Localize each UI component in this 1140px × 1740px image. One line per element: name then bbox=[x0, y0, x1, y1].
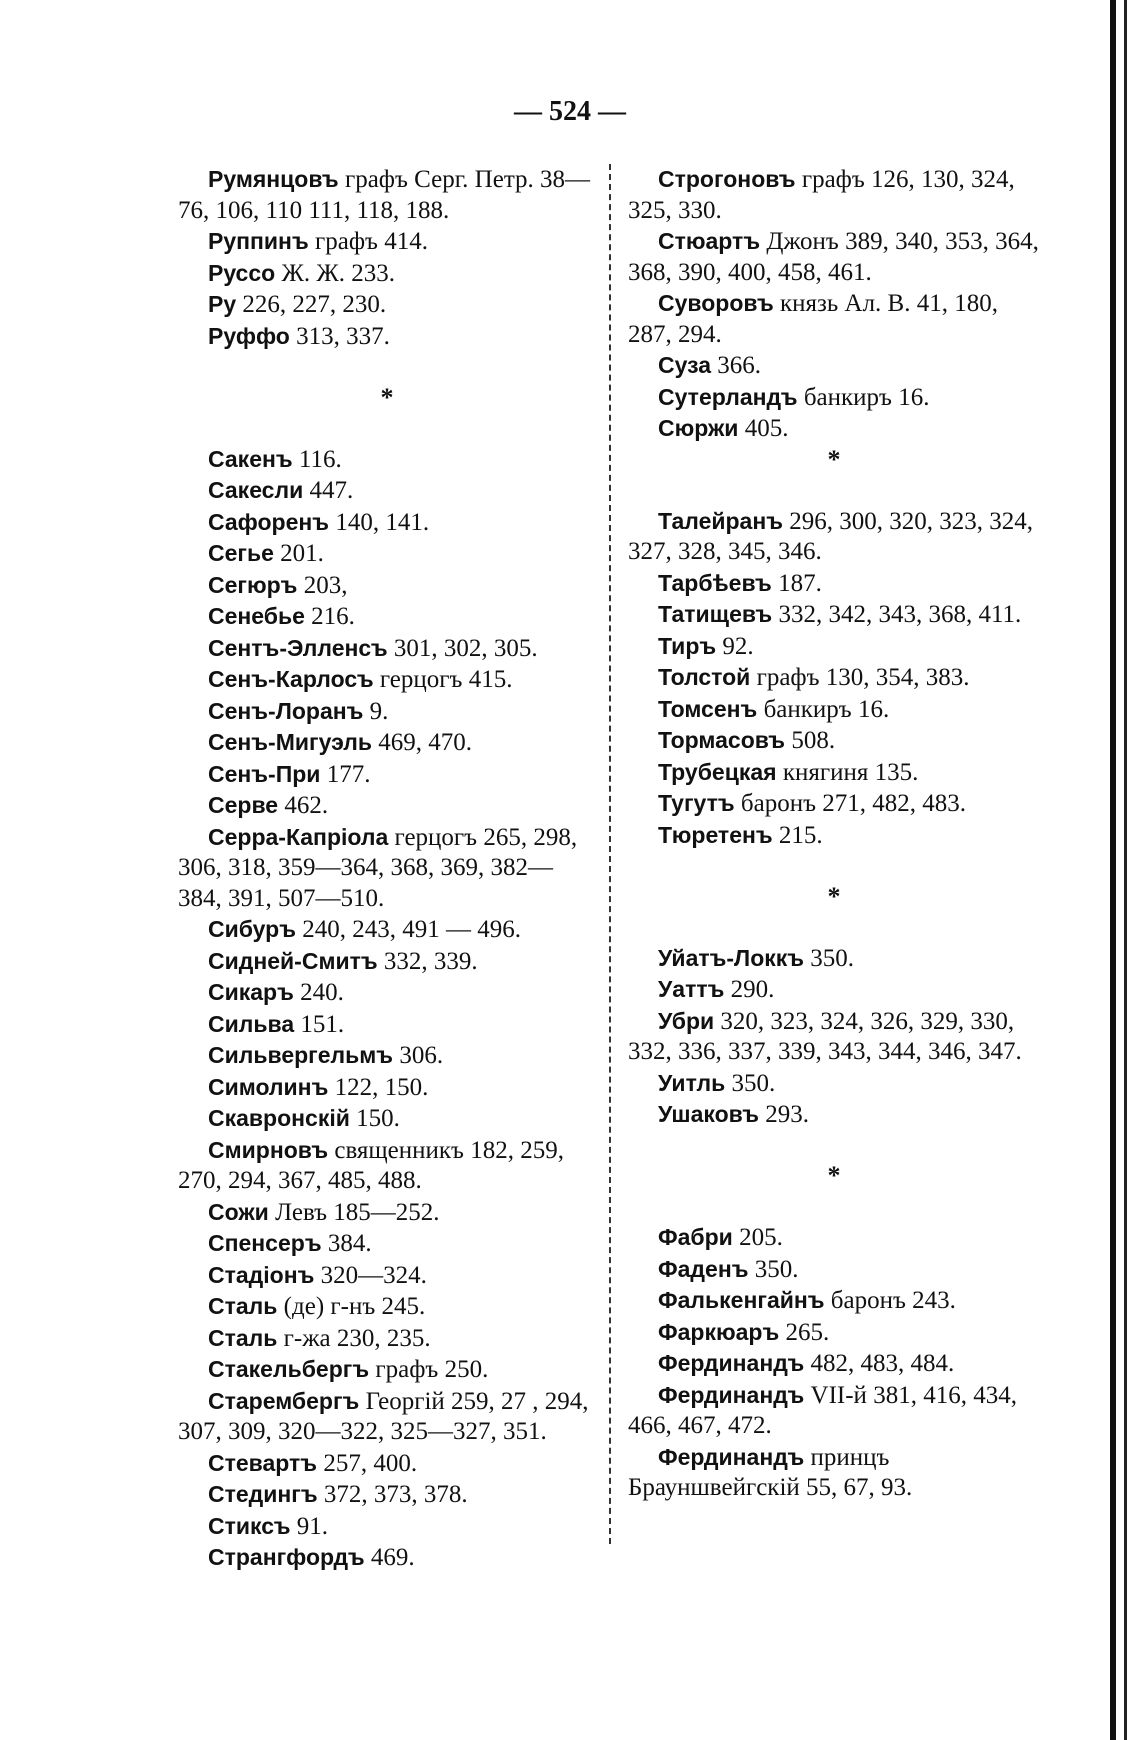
entry-name: Сожи bbox=[208, 1198, 269, 1225]
index-entry bbox=[178, 1354, 596, 1386]
entry-name: Сталь bbox=[208, 1324, 278, 1351]
section-gap bbox=[628, 1192, 1040, 1223]
entry-page-refs: 482, 483, 484. bbox=[804, 1350, 955, 1377]
entry-page-refs: 91. bbox=[290, 1512, 328, 1540]
index-entry bbox=[628, 413, 1040, 445]
index-entry bbox=[628, 1380, 1040, 1442]
entry-name: Спенсеръ bbox=[208, 1230, 322, 1256]
entry-name: Смирновъ bbox=[208, 1136, 329, 1163]
index-column-left bbox=[178, 164, 596, 1574]
entry-page-refs: герцогъ 265, 298, 306, 318, 359—364, 368, 369, 382—384, 391, 507—510. bbox=[178, 823, 578, 912]
index-entry bbox=[178, 258, 596, 290]
index-entry bbox=[178, 946, 596, 978]
index-entry bbox=[178, 1009, 596, 1041]
index-entry bbox=[628, 757, 1040, 789]
entry-name: Трубецкая bbox=[658, 758, 777, 785]
entry-page-refs: 201. bbox=[273, 540, 324, 567]
entry-page-refs: 240. bbox=[293, 979, 344, 1006]
index-entry bbox=[628, 1254, 1040, 1286]
entry-name: Руффо bbox=[208, 322, 290, 349]
entry-page-refs: 226, 227, 230. bbox=[236, 291, 387, 318]
entry-name: Сутерландъ bbox=[658, 383, 798, 410]
index-entry bbox=[178, 914, 596, 946]
section-separator: * bbox=[380, 382, 394, 412]
entry-name: Сенъ-Карлосъ bbox=[208, 666, 374, 692]
entry-name: Стюартъ bbox=[658, 228, 761, 254]
index-entry bbox=[178, 1072, 596, 1104]
entry-name: Татищевъ bbox=[658, 601, 773, 627]
entry-name: Стакельбергъ bbox=[208, 1356, 370, 1382]
entry-page-refs: банкиръ 16. bbox=[797, 383, 930, 411]
entry-page-refs: 296, 300, 320, 323, 324, 327, 328, 345, 346. bbox=[628, 507, 1034, 565]
entry-page-refs: графъ 414. bbox=[308, 228, 428, 255]
index-entry bbox=[178, 1197, 596, 1229]
entry-name: Убри bbox=[658, 1007, 715, 1034]
index-entry bbox=[178, 727, 596, 759]
entry-name: Сегье bbox=[208, 540, 274, 566]
entry-name: Сенъ-Мигуэль bbox=[208, 729, 372, 755]
index-entry bbox=[178, 1511, 596, 1543]
index-entry bbox=[628, 1442, 1040, 1504]
index-entry bbox=[628, 974, 1040, 1006]
index-entry bbox=[178, 1040, 596, 1072]
entry-page-refs: княгиня 135. bbox=[776, 758, 919, 786]
page-edge-line bbox=[1110, 0, 1116, 1740]
entry-page-refs: 240, 243, 491 — 496. bbox=[295, 916, 521, 943]
index-entry bbox=[178, 1542, 596, 1574]
entry-name: Фалькенгайнъ bbox=[658, 1287, 825, 1313]
section-gap bbox=[628, 912, 1040, 943]
index-entry bbox=[178, 1228, 596, 1260]
index-entry bbox=[178, 1291, 596, 1323]
index-entry bbox=[178, 696, 596, 728]
entry-page-refs: принцъ Брауншвейгскій 55, 67, 93. bbox=[628, 1443, 913, 1501]
entry-name: Стадіонъ bbox=[208, 1261, 315, 1288]
index-entry bbox=[178, 164, 596, 226]
entry-page-refs: 177. bbox=[320, 760, 371, 788]
entry-name: Фаркюаръ bbox=[658, 1318, 780, 1345]
section-gap bbox=[628, 475, 1040, 506]
entry-page-refs: 215. bbox=[772, 821, 823, 849]
entry-page-refs: 216. bbox=[304, 603, 355, 630]
entry-page-refs: графъ 126, 130, 324, 325, 330. bbox=[628, 166, 1015, 224]
entry-name: Симолинъ bbox=[208, 1073, 329, 1100]
entry-page-refs: 140, 141. bbox=[329, 508, 430, 536]
index-entry bbox=[628, 694, 1040, 726]
entry-name: Тарбѣевъ bbox=[658, 569, 772, 596]
index-entry bbox=[628, 382, 1040, 414]
index-entry bbox=[178, 977, 596, 1009]
index-entry bbox=[628, 1317, 1040, 1349]
entry-name: Сакесли bbox=[208, 477, 304, 503]
entry-page-refs: 462. bbox=[278, 792, 329, 819]
entry-page-refs: священникъ 182, 259, 270, 294, 367, 485, 488. bbox=[178, 1136, 564, 1194]
entry-name: Уаттъ bbox=[658, 976, 725, 1002]
entry-page-refs: 469, 470. bbox=[371, 729, 472, 756]
section-gap bbox=[178, 413, 596, 444]
entry-name: Сенъ-Лоранъ bbox=[208, 697, 364, 724]
entry-page-refs: 313, 337. bbox=[289, 322, 390, 350]
entry-name: Толстой bbox=[658, 664, 751, 690]
section-gap bbox=[178, 352, 596, 383]
index-entry bbox=[628, 820, 1040, 852]
entry-name: Серра-Капріола bbox=[208, 823, 389, 850]
index-entry bbox=[178, 1479, 596, 1511]
entry-page-refs: Георгій 259, 27 , 294, 307, 309, 320—322, 325—327, 351. bbox=[178, 1387, 589, 1445]
entry-page-refs: герцогъ 415. bbox=[373, 666, 513, 693]
index-entry bbox=[628, 1099, 1040, 1131]
entry-name: Сюржи bbox=[658, 415, 739, 441]
index-entry bbox=[178, 759, 596, 791]
entry-page-refs: баронъ 243. bbox=[824, 1287, 956, 1314]
entry-page-refs: графъ 130, 354, 383. bbox=[750, 664, 970, 691]
entry-page-refs: 293. bbox=[758, 1101, 809, 1128]
index-entry bbox=[178, 507, 596, 539]
entry-page-refs: 92. bbox=[716, 632, 754, 660]
entry-name: Сегюръ bbox=[208, 571, 298, 598]
section-gap bbox=[628, 1131, 1040, 1162]
entry-page-refs: 366. bbox=[711, 352, 762, 379]
index-entry bbox=[178, 226, 596, 258]
entry-name: Ру bbox=[208, 291, 237, 317]
index-entry bbox=[628, 631, 1040, 663]
index-entry bbox=[178, 538, 596, 570]
entry-name: Стедингъ bbox=[208, 1481, 318, 1507]
entry-page-refs: 405. bbox=[738, 415, 789, 442]
entry-page-refs: 332, 342, 343, 368, 411. bbox=[772, 601, 1022, 628]
entry-name: Стевартъ bbox=[208, 1449, 318, 1476]
index-entry bbox=[178, 570, 596, 602]
entry-name: Сентъ-Элленсъ bbox=[208, 634, 388, 661]
entry-name: Сакенъ bbox=[208, 445, 293, 472]
entry-page-refs: 469. bbox=[364, 1544, 415, 1571]
entry-page-refs: 116. bbox=[292, 445, 342, 473]
entry-name: Сикаръ bbox=[208, 979, 294, 1005]
section-separator: * bbox=[827, 444, 841, 474]
index-entry bbox=[628, 350, 1040, 382]
entry-page-refs: 384. bbox=[321, 1230, 372, 1257]
entry-page-refs: 122, 150. bbox=[328, 1073, 429, 1101]
entry-page-refs: 320, 323, 324, 326, 329, 330, 332, 336, 337, 339, 343, 344, 346, 347. bbox=[628, 1007, 1022, 1065]
entry-page-refs: 203, bbox=[297, 571, 348, 599]
entry-page-refs: Джонъ 389, 340, 353, 364, 368, 390, 400, 458, 461. bbox=[628, 228, 1039, 286]
entry-page-refs: князь Ал. В. 41, 180, 287, 294. bbox=[628, 290, 998, 348]
entry-page-refs: г-жа 230, 235. bbox=[277, 1324, 431, 1352]
page-edge-line-inner bbox=[1124, 0, 1127, 1740]
entry-name: Ушаковъ bbox=[658, 1101, 759, 1127]
index-entry bbox=[628, 164, 1040, 226]
index-entry bbox=[178, 1323, 596, 1355]
index-entry bbox=[628, 506, 1040, 568]
entry-name: Сибуръ bbox=[208, 916, 296, 942]
index-entry bbox=[628, 226, 1040, 288]
entry-page-refs: графъ Серг. Петр. 38—76, 106, 110 111, 118, 188. bbox=[178, 166, 591, 224]
index-entry bbox=[178, 475, 596, 507]
index-entry bbox=[628, 1006, 1040, 1068]
entry-page-refs: 508. bbox=[785, 727, 836, 754]
entry-name: Руссо bbox=[208, 259, 276, 286]
entry-name: Странгфордъ bbox=[208, 1544, 365, 1570]
entry-page-refs: Ж. Ж. 233. bbox=[275, 259, 396, 287]
entry-name: Уитль bbox=[658, 1069, 726, 1096]
entry-page-refs: 151. bbox=[294, 1010, 345, 1038]
entry-name: Фаденъ bbox=[658, 1255, 749, 1282]
index-entry bbox=[178, 1135, 596, 1197]
entry-name: Тиръ bbox=[658, 632, 717, 659]
entry-name: Талейранъ bbox=[658, 507, 784, 534]
section-separator: * bbox=[827, 881, 841, 911]
entry-page-refs: 320—324. bbox=[314, 1261, 427, 1289]
index-entry bbox=[178, 601, 596, 633]
entry-name: Фердинандъ bbox=[658, 1443, 805, 1470]
index-entry bbox=[178, 790, 596, 822]
entry-page-refs: 187. bbox=[771, 569, 822, 597]
entry-name: Сталь bbox=[208, 1293, 278, 1319]
entry-name: Уйатъ-Локкъ bbox=[658, 944, 805, 971]
index-entry bbox=[628, 599, 1040, 631]
index-entry bbox=[178, 633, 596, 665]
index-entry bbox=[628, 1348, 1040, 1380]
entry-name: Серве bbox=[208, 792, 279, 818]
index-entry bbox=[628, 725, 1040, 757]
entry-name: Сильва bbox=[208, 1010, 295, 1037]
entry-page-refs: 447. bbox=[303, 477, 354, 504]
entry-name: Сидней-Смитъ bbox=[208, 947, 378, 974]
entry-page-refs: 265. bbox=[779, 1318, 830, 1346]
index-entry bbox=[178, 321, 596, 353]
section-gap bbox=[628, 851, 1040, 882]
entry-page-refs: 301, 302, 305. bbox=[387, 634, 538, 662]
entry-page-refs: баронъ 271, 482, 483. bbox=[734, 790, 967, 817]
entry-page-refs: (де) г-нъ 245. bbox=[277, 1293, 426, 1320]
entry-page-refs: Левъ 185—252. bbox=[268, 1198, 440, 1226]
entry-name: Сафоренъ bbox=[208, 508, 330, 535]
entry-page-refs: 332, 339. bbox=[377, 947, 478, 975]
index-entry bbox=[178, 289, 596, 321]
entry-page-refs: 350. bbox=[804, 944, 855, 972]
entry-name: Фердинандъ bbox=[658, 1381, 805, 1408]
entry-page-refs: 290. bbox=[724, 976, 775, 1003]
column-divider bbox=[609, 164, 611, 1544]
entry-name: Сенебье bbox=[208, 603, 305, 629]
index-entry bbox=[178, 664, 596, 696]
entry-name: Скавронскій bbox=[208, 1105, 350, 1131]
entry-page-refs: банкиръ 16. bbox=[757, 695, 890, 723]
index-entry bbox=[628, 1222, 1040, 1254]
entry-name: Томсенъ bbox=[658, 695, 758, 722]
index-entry bbox=[628, 943, 1040, 975]
index-entry bbox=[628, 288, 1040, 350]
entry-name: Руппинъ bbox=[208, 228, 309, 254]
entry-name: Сенъ-При bbox=[208, 760, 321, 787]
index-entry bbox=[628, 1285, 1040, 1317]
entry-name: Румянцовъ bbox=[208, 166, 339, 192]
entry-name: Сильвергельмъ bbox=[208, 1042, 394, 1068]
entry-page-refs: 372, 373, 378. bbox=[317, 1481, 468, 1508]
entry-name: Фабри bbox=[658, 1224, 733, 1250]
index-entry bbox=[178, 444, 596, 476]
index-entry bbox=[628, 568, 1040, 600]
index-entry bbox=[628, 788, 1040, 820]
entry-name: Фердинандъ bbox=[658, 1350, 805, 1376]
entry-page-refs: 350. bbox=[725, 1069, 776, 1097]
page-number: — 524 — bbox=[514, 96, 626, 127]
index-entry bbox=[178, 822, 596, 915]
entry-page-refs: 257, 400. bbox=[317, 1449, 418, 1477]
index-entry bbox=[178, 1386, 596, 1448]
entry-name: Стиксъ bbox=[208, 1512, 291, 1539]
entry-name: Суза bbox=[658, 352, 712, 378]
entry-name: Строгоновъ bbox=[658, 166, 796, 192]
index-entry bbox=[178, 1260, 596, 1292]
entry-page-refs: 306. bbox=[393, 1042, 444, 1069]
index-entry bbox=[178, 1448, 596, 1480]
entry-page-refs: графъ 250. bbox=[369, 1356, 489, 1383]
index-column-right bbox=[628, 164, 1040, 1504]
index-entry bbox=[178, 1103, 596, 1135]
entry-page-refs: VII-й 381, 416, 434, 466, 467, 472. bbox=[628, 1381, 1017, 1439]
section-separator: * bbox=[827, 1161, 841, 1190]
entry-name: Тормасовъ bbox=[658, 727, 786, 753]
index-entry bbox=[628, 1068, 1040, 1100]
entry-name: Суворовъ bbox=[658, 290, 774, 316]
entry-name: Тюретенъ bbox=[658, 821, 773, 848]
entry-page-refs: 205. bbox=[732, 1224, 783, 1251]
entry-name: Тугутъ bbox=[658, 790, 735, 816]
entry-page-refs: 9. bbox=[363, 697, 389, 725]
index-entry bbox=[628, 662, 1040, 694]
entry-page-refs: 150. bbox=[349, 1105, 400, 1132]
entry-page-refs: 350. bbox=[748, 1255, 799, 1283]
entry-name: Старембергъ bbox=[208, 1387, 360, 1414]
